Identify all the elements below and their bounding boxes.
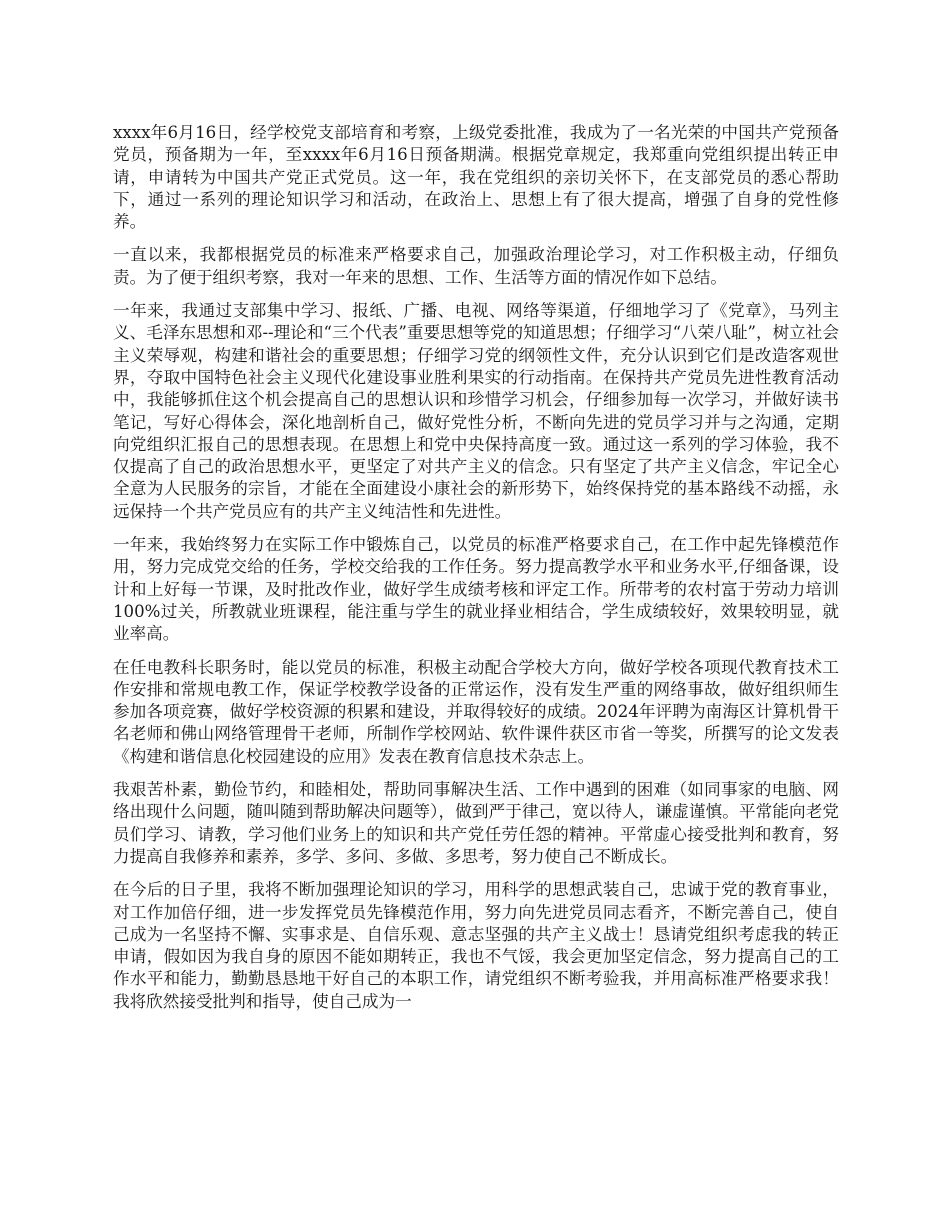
paragraph-work: 一年来，我始终努力在实际工作中锻炼自己，以党员的标准严格要求自己，在工作中起先锋模范作用，努力完成党交给的任务，学校交给我的工作任务。努力提高教学水平和业务水平,仔细备课，设计和上好每一节课，及时批改作业，做好学生成绩考核和评定工作。所带考的农村富于劳动力培训100%过关，所教就业班课程，能注重与学生的就业择业相结合，学生成绩较好，效果较明显，就业率高。 <box>113 535 839 644</box>
paragraph-standards: 一直以来，我都根据党员的标准来严格要求自己，加强政治理论学习，对工作积极主动，仔细负责。为了便于组织考察，我对一年来的思想、工作、生活等方面的情况作如下总结。 <box>113 245 839 287</box>
paragraph-audiovisual-role: 在任电教科长职务时，能以党员的标准，积极主动配合学校大方向，做好学校各项现代教育技术工作安排和常规电教工作，保证学校教学设备的正常运作，没有发生严重的网络事故，做好组织师生参加各项竞赛，做好学校资源的积累和建设，并取得较好的成绩。2024年评聘为南海区计算机骨干名老师和佛山网络管理骨干老师，所制作学校网站、软件课件获区市省一等奖，所撰写的论文发表《构建和谐信息化校园建设的应用》发表在教育信息技术杂志上。 <box>113 657 839 766</box>
paragraph-future: 在今后的日子里，我将不断加强理论知识的学习，用科学的思想武装自己，忠诚于党的教育事业，对工作加倍仔细，进一步发挥党员先锋模范作用，努力向先进党员同志看齐，不断完善自己，使自己成为一名坚持不懈、实事求是、自信乐观、意志坚强的共产主义战士！恳请党组织考虑我的转正申请，假如因为我自身的原因不能如期转正，我也不气馁，我会更加坚定信念，努力提高自己的工作水平和能力，勤勤恳恳地干好自己的本职工作，请党组织不断考验我，并用高标准严格要求我！我将欣然接受批判和指导，使自己成为一 <box>113 880 839 1011</box>
document-body <box>113 122 839 1024</box>
paragraph-life: 我艰苦朴素，勤俭节约，和睦相处，帮助同事解决生活、工作中遇到的困难（如同事家的电脑、网络出现什么问题，随叫随到帮助解决问题等），做到严于律己，宽以待人，谦虚谨慎。平常能向老党员们学习、请教，学习他们业务上的知识和共产党任劳任怨的精神。平常虚心接受批判和教育，努力提高自我修养和素养，多学、多问、多做、多思考，努力使自己不断成长。 <box>113 780 839 866</box>
paragraph-study: 一年来，我通过支部集中学习、报纸、广播、电视、网络等渠道，仔细地学习了《党章》，马列主义、毛泽东思想和邓--理论和“三个代表”重要思想等党的知道思想；仔细学习“八荣八耻”，树立社会主义荣辱观，构建和谐社会的重要思想；仔细学习党的纲领性文件，充分认识到它们是改造客观世界，夺取中国特色社会主义现代化建设事业胜利果实的行动指南。在保持共产党员先进性教育活动中，我能够抓住这个机会提高自己的思想认识和珍惜学习机会，仔细参加每一次学习，并做好读书笔记，写好心得体会，深化地剖析自己，做好党性分析，不断向先进的党员学习并与之沟通，定期向党组织汇报自己的思想表现。在思想上和党中央保持高度一致。通过这一系列的学习体验，我不仅提高了自己的政治思想水平，更坚定了对共产主义的信念。只有坚定了共产主义信念，牢记全心全意为人民服务的宗旨，才能在全面建设小康社会的新形势下，始终保持党的基本路线不动摇，永远保持一个共产党员应有的共产主义纯洁性和先进性。 <box>113 301 839 521</box>
paragraph-intro: xxxx年6月16日，经学校党支部培育和考察，上级党委批准，我成为了一名光荣的中国共产党预备党员，预备期为一年，至xxxx年6月16日预备期满。根据党章规定，我郑重向党组织提出转正申请，申请转为中国共产党正式党员。这一年，我在党组织的亲切关怀下，在支部党员的悉心帮助下，通过一系列的理论知识学习和活动，在政治上、思想上有了很大提高，增强了自身的党性修养。 <box>113 123 839 232</box>
